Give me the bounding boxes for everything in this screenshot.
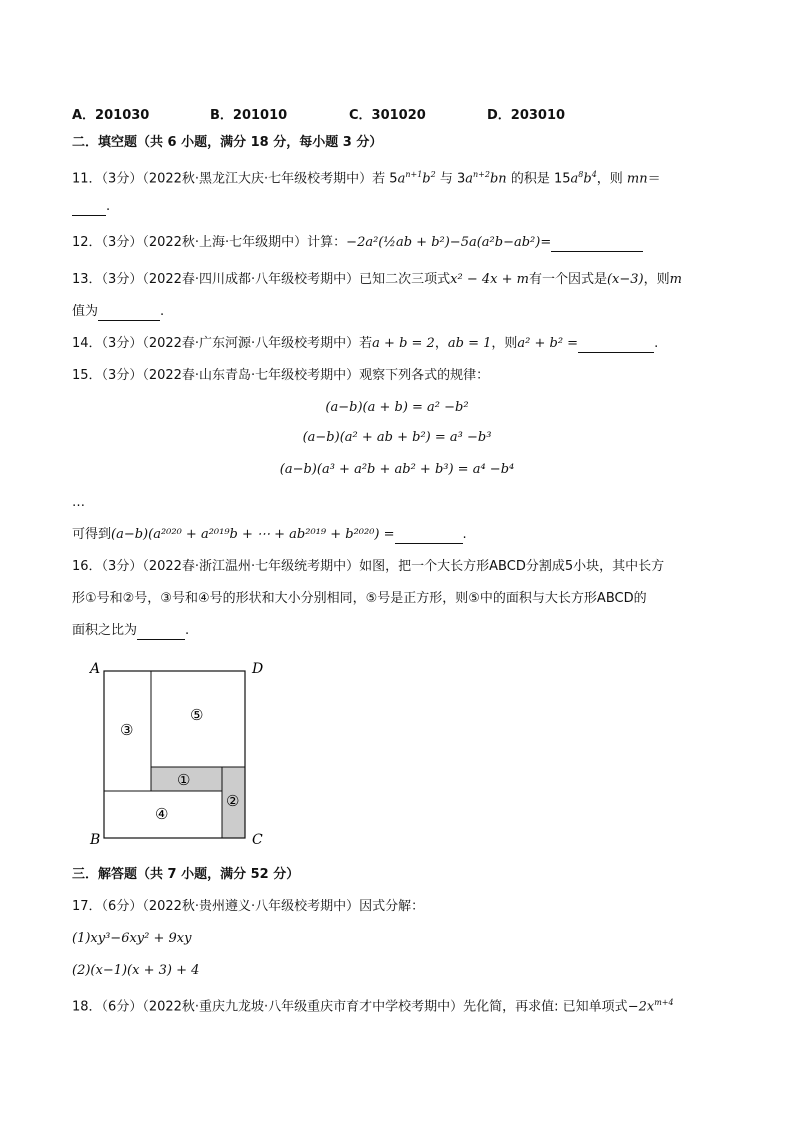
answer-blank-12[interactable] [551, 237, 643, 252]
question-17: 17．（6分）（2022秋·贵州遵义·八年级校考期中）因式分解： [72, 899, 425, 914]
pattern-equation-2: (a−b)(a² + ab + b²) = a³ −b³ [302, 430, 492, 445]
answer-blank-13[interactable] [98, 306, 160, 321]
label-b: B [90, 832, 101, 848]
answer-blank-14[interactable] [578, 338, 654, 353]
piece-2-label: ② [226, 792, 240, 810]
question-15: 15．（3分）（2022春·山东青岛·七年级校考期中）观察下列各式的规律： [72, 368, 490, 383]
answer-blank-11[interactable] [72, 201, 106, 216]
section-3-title: 三．解答题（共 7 小题，满分 52 分） [72, 867, 300, 882]
option-d: D．203010 [487, 108, 566, 123]
question-16-line1: 16．（3分）（2022春·浙江温州·七年级统考期中）如图，把一个大长方形ABCD分割成5小块，其中长方 [72, 559, 665, 574]
piece-3-label: ③ [120, 721, 134, 739]
rectangle-figure [84, 656, 274, 852]
label-c: C [252, 832, 263, 848]
question-13-line2: 值为 . [72, 304, 165, 319]
question-17-part2: (2)(x−1)(x + 3) + 4 [72, 963, 200, 978]
piece-1-label: ① [177, 771, 191, 789]
piece-5-label: ⑤ [190, 706, 204, 724]
question-16-line3: 面积之比为 . [72, 623, 190, 638]
pattern-equation-3: (a−b)(a³ + a²b + ab² + b³) = a⁴ −b⁴ [279, 462, 515, 477]
question-16-line2: 形①号和②号，③号和④号的形状和大小分别相同，⑤号是正方形，则⑤中的面积与大长方形ABCD的 [72, 591, 647, 606]
pattern-equation-1: (a−b)(a + b) = a² −b² [325, 400, 469, 415]
question-11: 11．（3分）（2022秋·黑龙江大庆·七年级校考期中）若 $5a^{n+1}b^2$ 与 $3a^{n+2}bn$ 的积是 $15a^8b^4$，则 mn＝ [72, 170, 661, 187]
question-13: 13．（3分）（2022春·四川成都·八年级校考期中）已知二次三项式x² − 4x + m有一个因式是(x−3)，则m [72, 272, 682, 287]
question-18: 18．（6分）（2022秋·重庆九龙坡·八年级重庆市育才中学校考期中）先化简，再求值: 已知单项式$-2x^{m+4}$ [72, 998, 674, 1015]
label-d: D [252, 661, 264, 677]
option-a: A．201030 [72, 108, 150, 123]
label-a: A [90, 661, 101, 677]
question-11-line2: . [72, 198, 110, 216]
ellipsis: … [72, 495, 85, 510]
section-2-title: 二．填空题（共 6 小题，满分 18 分，每小题 3 分） [72, 135, 383, 150]
option-b: B．201010 [210, 108, 288, 123]
question-15-conclusion: 可得到(a−b)(a²⁰²⁰ + a²⁰¹⁹b + ⋯ + ab²⁰¹⁹ + b²⁰²⁰) = . [72, 527, 467, 542]
answer-blank-15[interactable] [395, 529, 463, 544]
piece-4-label: ④ [155, 805, 169, 823]
answer-blank-16[interactable] [137, 625, 185, 640]
question-14: 14．（3分）（2022春·广东河源·八年级校考期中）若a + b = 2，ab = 1，则a² + b² = . [72, 336, 659, 351]
option-c: C．301020 [349, 108, 426, 123]
question-12: 12．（3分）（2022秋·上海·七年级期中）计算：−2a²(½ab + b²)−5a(a²b−ab²)= [72, 234, 643, 252]
question-17-part1: (1)xy³−6xy² + 9xy [72, 931, 192, 946]
